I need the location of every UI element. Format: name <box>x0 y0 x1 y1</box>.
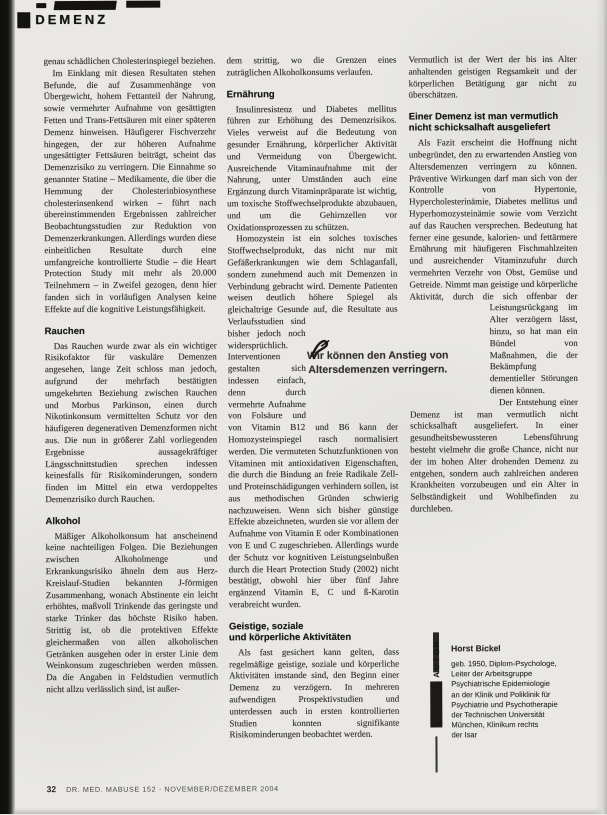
autor-tab-label: AUTOR <box>431 639 441 678</box>
text-column-2 <box>226 55 399 742</box>
ink-sketch-icon <box>308 338 334 365</box>
paragraph-text: im Alter verzögern lässt, hinzu, so hat man ein Bündel von Maßnahmen, die der Bekämpfung dementieller Störungen dienen können. <box>489 302 578 396</box>
header-ink-mark <box>126 1 160 8</box>
pull-quote-text: Wir können den Anstieg von Altersdemenzen verringern. <box>307 349 449 376</box>
paragraph: dem strittig, wo die Grenzen eines zuträglichen Alkoholkonsums verlaufen. <box>226 54 397 78</box>
paragraph: Als fast gesichert kann gelten, dass regelmäßige geistige, soziale und körperliche Aktivitäten imstande sind, den Beginn einer Demenz zu verzögern. In mehreren aufwendigen Prospektivstudien und unterdessen auch in ersten kontrollierten Studien konnten signifikante Risikominderungen beobachtet werden. <box>229 646 400 740</box>
heading-fazit: Einer Demenz ist man vermutlich nicht schicksalhaft ausgeliefert <box>408 111 559 134</box>
header-ink-mark <box>17 12 30 28</box>
paragraph: genau schädlichen Cholesterinspiegel beziehen. <box>43 55 216 67</box>
author-info <box>451 639 558 767</box>
scan-edge-bottom <box>0 808 607 814</box>
paragraph-text: Homozystein ist ein solches toxisches Stoffwechselprodukt, das nicht nur mit Gefäßerkrankungen wie dem Schlaganfall, sondern zunehmend auch mit Demenzen in Verbindung gebracht wird. Demente Patienten weisen deutlich höhere Spiegel als gleichaltrige Gesunde auf, die Resultate <box>227 232 398 315</box>
paragraph: Der Entstehung einer Demenz ist man vermutlich nicht schicksalhaft ausgeliefert. In einer gesundheitsbewussteren Lebensführung besteht vielmehr die große Chance, nicht nur der im hohen Alter drohenden Demenz zu entgehen, sondern auch zahlreichen anderen Krankheiten vorzubeugen und ein Alter in Selbständigkeit und Wohlbefinden zu durchleben. <box>410 396 579 514</box>
heading-alkohol: Alkohol <box>45 515 81 527</box>
pull-quote <box>300 349 456 377</box>
paragraph: Das Rauchen wurde zwar als ein wichtiger Risikofaktor für vaskuläre Demenzen angesehen, lange Zeit schloss man jedoch, aufgrund der mehrfach bestätigten umgekehrten Beziehung zwischen Rauchen und Morbus Parkinson, einen durch Nikotinkonsum vermittelten Schutz vor den häufigeren degenerativen Demenzformen nicht aus. Die nun in größerer Zahl vorliegenden Ergebnisse aussagekräftiger Längsschnittstudien sprechen indessen keinesfalls für Risikominderungen, sondern finden im Mittel ein etwa verdoppeltes Demenzrisiko durch Rauchen. <box>44 339 218 505</box>
tab-smudge-icon <box>430 682 442 728</box>
header-ink-mark <box>54 1 117 10</box>
paragraph: Im Einklang mit diesen Resultaten stehen Befunde, die auf Zusammenhänge von Übergewicht, hohem Fettanteil der Nahrung, sowie vermehrter Aufnahme von gesättigten Fetten und Trans-Fettsäuren mit einer späteren Demenz hinweisen. Häufigerer Fischverzehr hingegen, der zur höheren Aufnahme ungesättigter Fettsäuren beiträgt, scheint das Demenzrisiko zu verringern. Die Einnahme so genannter Statine – Medikamente, die über die Hemmung der Cholesterinbiosynthese cholesterinsenkend wirken – führt nach übereinstimmenden Ergebnissen zahlreicher Beobachtungsstudien zur Reduktion von Demenzerkrankungen. Allerdings wurden diese einheitlichen Resultate durch eine umfangreiche kontrollierte Studie – die Heart Protection Study mit mehr als 20.000 Teilnehmern – in Zweifel gezogen, denn hier fanden sich in vorläufigen Analysen keine Effekte auf die kognitive Leistungsfähigkeit. <box>43 67 217 314</box>
author-box <box>429 639 582 768</box>
scan-edge-left <box>0 0 15 814</box>
section-label: DEMENZ <box>35 11 109 28</box>
paragraph-text: aus Verlaufsstudien sind bisher jedoch noch widersprüchlich. Interventionen gestalten sich indessen einfach, denn durch vermehrte Aufnahme von Folsäure und von Vitamin B12 und B6 kann der Homozysteinspiegel rasch normalisiert werden. Die vermuteten Schutzfunktionen von Vitaminen mit antioxidativen Eigenschaften, die durch die Bindung an freie Radikale Zell- und Proteinschädigungen verhindern sollen, ist aus methodischen Gründen schwierig nachzuweisen. Wenn sich bisher günstige Effekte abzeichneten, wurden sie vor allem der Aufnahme von Vitamin E oder Kombinationen von E und C zugeschrieben. Allerdings wurde der Schutz vor kognitiven Leistungseinbußen durch die Heart Protection Study (2002) nicht bestätigt, obwohl hier über fünf Jahre ergänzend Vitamin E, C und ß-Karotin verabreicht wurden. <box>227 303 399 610</box>
header-ink-mark <box>36 3 46 8</box>
paragraph-text: Als Fazit erscheint die Hoffnung nicht unbegründet, den zu erwartenden Anstieg von Altersdemenzen verringern zu können. Präventive Wirkungen darf man sich von der Kontrolle von Hypertonie, Hypercholesterinämie, Diabetes mellitus und Hyperhomozysteinämie sowie vom Verzicht auf das Rauchen versprechen. Bedeutung hat ferner eine gesunde, kalorien- und fettärmere Ernährung mit häufigeren Fischmahlzeiten und ausreichender Vitaminzufuhr durch vermehrten Verzehr von Obst, Gemüse und Getreide. Nimmt man geistige und körperliche Aktivität, durch die sich offenbar der Leistungsrückgang <box>408 136 578 313</box>
text-column-3 <box>408 54 578 515</box>
heading-rauchen: Rauchen <box>44 325 85 337</box>
paragraph: Insulinresistenz und Diabetes mellitus führen zur Erhöhung des Demenzrisikos. Vieles verweist auf die Bedeutung von gesunder Ernährung, körperlicher Aktivität und Vermeidung von Übergewicht. Ausreichende Vitaminaufnahme mit der Nahrung, unter Umständen auch eine Ergänzung durch Vitaminpräparate ist wichtig, um toxische Stoffwechselprodukte abzubauen, und um die Gehirnzellen vor Oxidationsprozessen zu schützen. <box>226 103 398 232</box>
page-number: 32 <box>46 784 57 795</box>
page-footer <box>47 783 279 794</box>
scan-edge-right <box>595 0 607 814</box>
text-column-1 <box>43 55 218 696</box>
paragraph: Vermutlich ist der Wert der bis ins Alter anhaltenden geistigen Regsamkeit und der körperlichen Betätigung gar nicht zu überschätzen. <box>408 53 577 100</box>
heading-ernaehrung: Ernährung <box>226 88 275 100</box>
author-name: Horst Bickel <box>451 643 501 654</box>
journal-issue-line: DR. MED. MABUSE 152 · NOVEMBER/DEZEMBER 2004 <box>66 784 279 795</box>
autor-tab <box>429 639 444 767</box>
heading-aktivitaeten: Geistige, soziale und körperliche Aktivitäten <box>228 620 352 644</box>
paragraph: Mäßiger Alkoholkonsum hat anscheinend keine nachteiligen Folgen. Die Beziehungen zwischen Alkoholmenge und Erkrankungsrisiko ähneln dem aus Herz-Kreislauf-Studien bekannten J-förmigen Zusammenhang, wonach Abstinente ein leicht erhöhtes, maßvoll Trinkende das geringste und starke Trinker das höchste Risiko haben. Strittig ist, ob die protektiven Effekte gleichermaßen von allen alkoholischen Getränken ausgehen oder in erster Linie dem Weinkonsum zugeschrieben werden müssen. Da die Angaben in Feldstudien vermutlich nicht allzu verlässlich sind, ist außer- <box>45 530 219 695</box>
paragraph-with-pullquote-notch <box>227 233 399 611</box>
author-bio: geb. 1950, Diplom-Psychologe, Leiter der Arbeitsgruppe Psychiatrische Epidemiologie an der Klinik und Poliklinik für Psychiatrie und Psychotherapie der Technischen Universität München, Klinikum rechts der Isar <box>451 658 558 740</box>
